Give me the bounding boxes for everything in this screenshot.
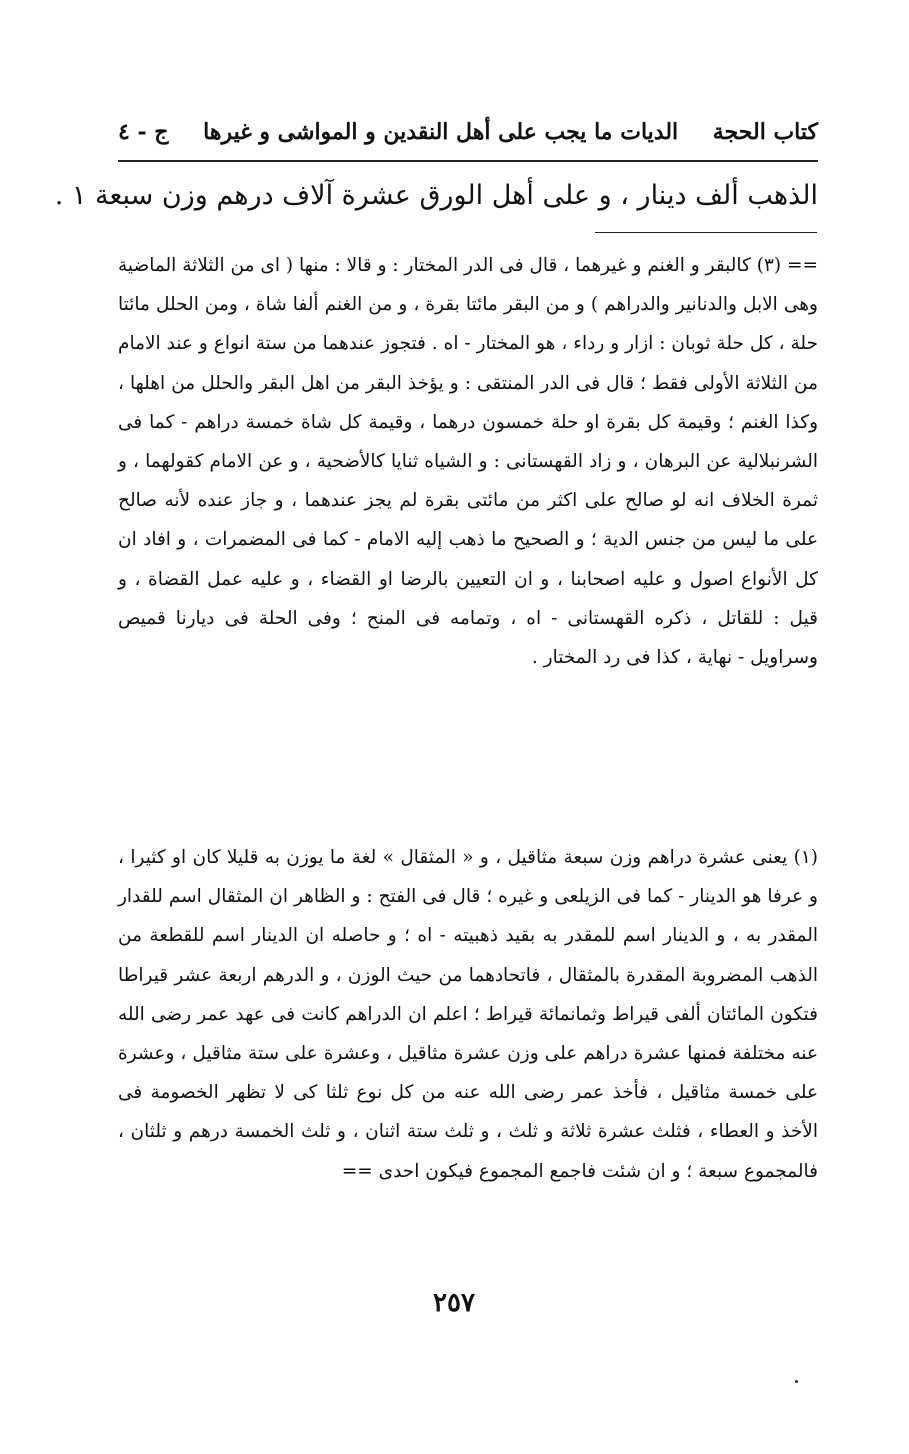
page-number: ٢٥٧ [433, 1288, 475, 1318]
header-book-title: كتاب الحجة [712, 119, 818, 145]
running-header [118, 112, 818, 152]
header-rule [118, 160, 818, 162]
header-volume: ج - ٤ [118, 119, 169, 145]
scan-speck [795, 1380, 798, 1383]
main-text: الذهب ألف دينار ، و على أهل الورق عشرة آلاف درهم وزن سبعة ١ . [54, 180, 818, 211]
header-section-title: الديات ما يجب على أهل النقدين و المواشى و غيرها [203, 119, 679, 145]
footnote-1: (١) يعنى عشرة دراهم وزن سبعة مثاقيل ، و « المثقال » لغة ما يوزن به قليلا كان او كثيرا ، و عرفا هو الدينار - كما فى الزيلعى و غيره ؛ قال فى الفتح : و الظاهر ان المثقال اسم للقدار المقدر به ، و الدينار اسم للمقدر به بقيد ذهبيته - اه ؛ و حاصله ان الدينار اسم للقطعة من الذهب المضروبة المقدرة بالمثقال ، فاتحادهما من حيث الوزن ، و الدرهم اربعة عشر قيراطا فتكون المائتان ألفى قيراط وثمانمائة قيراط ؛ اعلم ان الدراهم كانت فى عهد عمر رضى الله عنه مختلفة فمنها عشرة دراهم على وزن عشرة مثاقيل ، وعشرة على ستة مثاقيل ، وعشرة على خمسة مثاقيل ، فأخذ عمر رضى الله عنه من كل نوع ثلثا كى لا تظهر الخصومة فى الأخذ و العطاء ، فثلث عشرة ثلاثة و ثلث ، و ثلث ستة اثنان ، و ثلث الخمسة درهم و ثلثان ، فالمجموع سبعة ؛ و ان شئت فاجمع المجموع فيكون احدى == [118, 847, 819, 1182]
footnote-separator [595, 232, 817, 233]
footnote-3: == (٣) كالبقر و الغنم و غيرهما ، قال فى الدر المختار : و قالا : منها ( اى من الثلاثة الماضية وهى الابل والدنانير والدراهم ) و من البقر مائتا بقرة ، و من الغنم ألفا شاة ، ومن الحلل مائتا حلة ، كل حلة ثوبان : ازار و رداء ، هو المختار - اه . فتجوز عندهما من ستة انواع و عند الامام من الثلاثة الأولى فقط ؛ قال فى الدر المنتقى : و يؤخذ البقر من اهل البقر والحلل من اهلها ، وكذا الغنم ؛ وقيمة كل بقرة او حلة خمسون درهما ، وقيمة كل شاة خمسة دراهم - كما فى الشرنبلالية عن البرهان ، و زاد القهستانى : و الشياه ثنايا كالأضحية ، و عن الامام كقولهما ، و ثمرة الخلاف انه لو صالح على اكثر من مائتى بقرة لم يجز عندهما ، و جاز عنده لأنه صالح على ما ليس من جنس الدية ؛ و الصحيح ما ذهب إليه الامام - كما فى المضمرات ، و افاد ان كل الأنواع اصول و عليه اصحابنا ، و ان التعيين بالرضا او القضاء ، و عليه عمل القضاة ، و قيل : للقاتل ، ذكره القهستانى - اه ، وتمامه فى المنح ؛ وفى الحلة فى ديارنا قميص وسراويل - نهاية ، كذا فى رد المختار . [118, 255, 818, 669]
